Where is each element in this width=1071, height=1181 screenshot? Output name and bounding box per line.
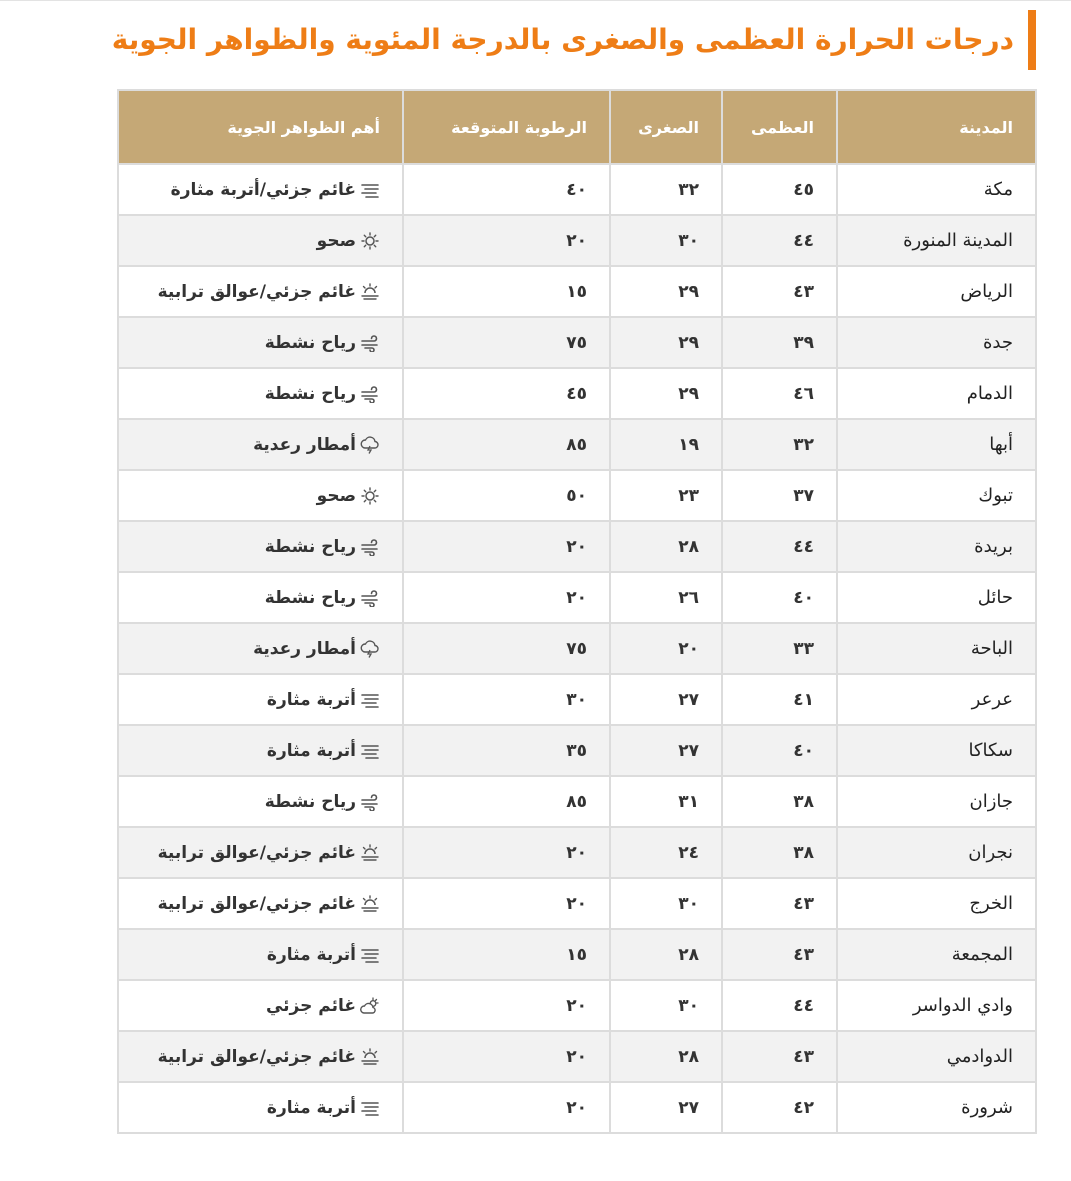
section-header <box>0 10 1036 70</box>
cell-min: ٣٠ <box>610 215 722 266</box>
cell-max: ٤٢ <box>722 1082 837 1133</box>
cell-min: ٢٩ <box>610 368 722 419</box>
cell-city: نجران <box>837 827 1036 878</box>
header-humidity: الرطوبة المتوقعة <box>403 90 610 164</box>
cell-min: ٢٩ <box>610 317 722 368</box>
cell-max: ٣٧ <box>722 470 837 521</box>
cell-max: ٤١ <box>722 674 837 725</box>
dust-icon <box>360 742 380 760</box>
cell-phenomenon <box>118 776 403 827</box>
thunderstorm-icon <box>360 436 380 454</box>
phenomenon-text: أتربة مثارة <box>266 740 356 761</box>
dust-icon <box>360 946 380 964</box>
cell-city: بريدة <box>837 521 1036 572</box>
cell-humidity: ٧٥ <box>403 317 610 368</box>
cell-max: ٤٥ <box>722 164 837 215</box>
cell-humidity: ١٥ <box>403 266 610 317</box>
sun-icon <box>360 487 380 505</box>
cell-min: ٢٤ <box>610 827 722 878</box>
wind-icon <box>360 334 380 352</box>
top-divider <box>0 0 1071 1</box>
cell-humidity: ٤٥ <box>403 368 610 419</box>
table-row <box>118 674 1036 725</box>
cell-city: شرورة <box>837 1082 1036 1133</box>
header-phenomena: أهم الظواهر الجوية <box>118 90 403 164</box>
cell-min: ٣٠ <box>610 878 722 929</box>
haze-icon <box>360 844 380 862</box>
cell-min: ٢٣ <box>610 470 722 521</box>
partly-cloudy-icon <box>360 997 380 1015</box>
table-row <box>118 1031 1036 1082</box>
cell-city: وادي الدواسر <box>837 980 1036 1031</box>
cell-phenomenon <box>118 572 403 623</box>
thunderstorm-icon <box>360 640 380 658</box>
cell-phenomenon <box>118 929 403 980</box>
phenomenon-text: رياح نشطة <box>264 332 356 353</box>
cell-min: ٢٧ <box>610 674 722 725</box>
dust-icon <box>360 181 380 199</box>
table-row <box>118 572 1036 623</box>
cell-phenomenon <box>118 215 403 266</box>
cell-phenomenon <box>118 725 403 776</box>
cell-min: ٢٨ <box>610 521 722 572</box>
cell-min: ٣٢ <box>610 164 722 215</box>
cell-max: ٤٤ <box>722 215 837 266</box>
cell-min: ٢٩ <box>610 266 722 317</box>
cell-phenomenon <box>118 164 403 215</box>
phenomenon-text: غائم جزئي/عوالق ترابية <box>157 893 356 914</box>
header-city: المدينة <box>837 90 1036 164</box>
table-row <box>118 368 1036 419</box>
cell-max: ٤٤ <box>722 521 837 572</box>
cell-city: مكة <box>837 164 1036 215</box>
cell-humidity: ٨٥ <box>403 776 610 827</box>
wind-icon <box>360 589 380 607</box>
phenomenon-text: أمطار رعدية <box>253 434 356 455</box>
phenomenon-text: أتربة مثارة <box>266 944 356 965</box>
cell-min: ٢٠ <box>610 623 722 674</box>
haze-icon <box>360 895 380 913</box>
title-accent-bar <box>1028 10 1036 70</box>
table-row <box>118 419 1036 470</box>
phenomenon-text: غائم جزئي/أتربة مثارة <box>170 179 356 200</box>
cell-city: الباحة <box>837 623 1036 674</box>
cell-humidity: ٢٠ <box>403 215 610 266</box>
cell-max: ٤٣ <box>722 1031 837 1082</box>
page-title: درجات الحرارة العظمى والصغرى بالدرجة المئوية والظواهر الجوية <box>111 23 1014 56</box>
cell-humidity: ٢٠ <box>403 980 610 1031</box>
cell-max: ٤٠ <box>722 572 837 623</box>
table-row <box>118 980 1036 1031</box>
table-row <box>118 521 1036 572</box>
cell-max: ٣٨ <box>722 776 837 827</box>
phenomenon-text: رياح نشطة <box>264 383 356 404</box>
phenomenon-text: أتربة مثارة <box>266 689 356 710</box>
cell-city: الدوادمي <box>837 1031 1036 1082</box>
cell-city: جدة <box>837 317 1036 368</box>
phenomenon-text: غائم جزئي <box>265 995 356 1016</box>
cell-phenomenon <box>118 368 403 419</box>
haze-icon <box>360 283 380 301</box>
phenomenon-text: غائم جزئي/عوالق ترابية <box>157 842 356 863</box>
cell-min: ٣١ <box>610 776 722 827</box>
cell-phenomenon <box>118 1082 403 1133</box>
cell-city: أبها <box>837 419 1036 470</box>
cell-max: ٤٣ <box>722 929 837 980</box>
table-row <box>118 470 1036 521</box>
phenomenon-text: صحو <box>316 230 356 251</box>
cell-city: جازان <box>837 776 1036 827</box>
cell-max: ٤٤ <box>722 980 837 1031</box>
table-row <box>118 827 1036 878</box>
phenomenon-text: رياح نشطة <box>264 587 356 608</box>
table-row <box>118 164 1036 215</box>
cell-humidity: ١٥ <box>403 929 610 980</box>
cell-humidity: ٥٠ <box>403 470 610 521</box>
cell-min: ٣٠ <box>610 980 722 1031</box>
table-row <box>118 215 1036 266</box>
cell-max: ٣٣ <box>722 623 837 674</box>
cell-min: ٢٧ <box>610 1082 722 1133</box>
cell-humidity: ٢٠ <box>403 521 610 572</box>
cell-city: المدينة المنورة <box>837 215 1036 266</box>
cell-min: ٢٧ <box>610 725 722 776</box>
cell-humidity: ٤٠ <box>403 164 610 215</box>
sun-icon <box>360 232 380 250</box>
cell-phenomenon <box>118 470 403 521</box>
cell-phenomenon <box>118 521 403 572</box>
cell-phenomenon <box>118 878 403 929</box>
phenomenon-text: أمطار رعدية <box>253 638 356 659</box>
cell-max: ٤٦ <box>722 368 837 419</box>
cell-humidity: ٢٠ <box>403 1031 610 1082</box>
cell-phenomenon <box>118 980 403 1031</box>
table-row <box>118 623 1036 674</box>
cell-phenomenon <box>118 266 403 317</box>
cell-min: ٢٨ <box>610 929 722 980</box>
dust-icon <box>360 1099 380 1117</box>
wind-icon <box>360 793 380 811</box>
cell-city: المجمعة <box>837 929 1036 980</box>
table-row <box>118 929 1036 980</box>
wind-icon <box>360 538 380 556</box>
cell-city: الخرج <box>837 878 1036 929</box>
cell-max: ٤٠ <box>722 725 837 776</box>
cell-phenomenon <box>118 419 403 470</box>
table-row <box>118 1082 1036 1133</box>
wind-icon <box>360 385 380 403</box>
cell-city: تبوك <box>837 470 1036 521</box>
table-row <box>118 776 1036 827</box>
cell-humidity: ٢٠ <box>403 572 610 623</box>
cell-humidity: ٨٥ <box>403 419 610 470</box>
cell-humidity: ٧٥ <box>403 623 610 674</box>
phenomenon-text: غائم جزئي/عوالق ترابية <box>157 1046 356 1067</box>
cell-max: ٤٣ <box>722 266 837 317</box>
cell-max: ٣٢ <box>722 419 837 470</box>
table-row <box>118 317 1036 368</box>
cell-max: ٣٩ <box>722 317 837 368</box>
table-header-row <box>118 90 1036 164</box>
dust-icon <box>360 691 380 709</box>
header-max: العظمى <box>722 90 837 164</box>
phenomenon-text: غائم جزئي/عوالق ترابية <box>157 281 356 302</box>
cell-phenomenon <box>118 623 403 674</box>
cell-min: ١٩ <box>610 419 722 470</box>
cell-phenomenon <box>118 674 403 725</box>
phenomenon-text: رياح نشطة <box>264 791 356 812</box>
haze-icon <box>360 1048 380 1066</box>
phenomenon-text: أتربة مثارة <box>266 1097 356 1118</box>
cell-phenomenon <box>118 827 403 878</box>
cell-max: ٣٨ <box>722 827 837 878</box>
header-min: الصغرى <box>610 90 722 164</box>
cell-city: حائل <box>837 572 1036 623</box>
cell-min: ٢٦ <box>610 572 722 623</box>
cell-city: عرعر <box>837 674 1036 725</box>
cell-humidity: ٣٠ <box>403 674 610 725</box>
cell-phenomenon <box>118 1031 403 1082</box>
cell-phenomenon <box>118 317 403 368</box>
cell-city: الدمام <box>837 368 1036 419</box>
cell-humidity: ٢٠ <box>403 878 610 929</box>
cell-humidity: ٢٠ <box>403 827 610 878</box>
phenomenon-text: رياح نشطة <box>264 536 356 557</box>
table-row <box>118 878 1036 929</box>
cell-max: ٤٣ <box>722 878 837 929</box>
cell-humidity: ٣٥ <box>403 725 610 776</box>
cell-city: الرياض <box>837 266 1036 317</box>
table-row <box>118 725 1036 776</box>
weather-table <box>117 89 1037 1134</box>
cell-humidity: ٢٠ <box>403 1082 610 1133</box>
cell-min: ٢٨ <box>610 1031 722 1082</box>
table-row <box>118 266 1036 317</box>
cell-city: سكاكا <box>837 725 1036 776</box>
phenomenon-text: صحو <box>316 485 356 506</box>
